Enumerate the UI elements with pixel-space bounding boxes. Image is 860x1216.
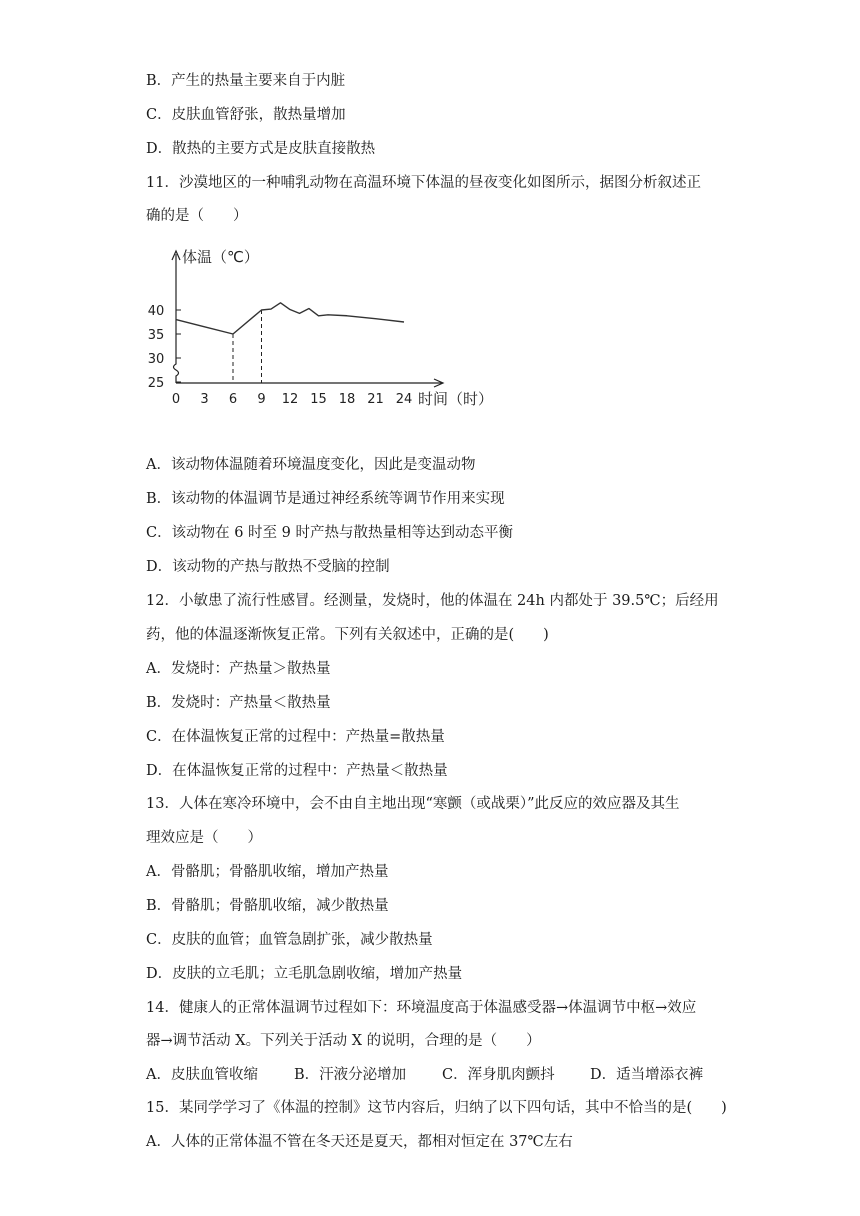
q13-option-a: A．骨骼肌；骨骼肌收缩，增加产热量 bbox=[146, 864, 389, 880]
q14-option-c: C．浑身肌肉颤抖 bbox=[442, 1067, 555, 1083]
q14-option-b: B．汗液分泌增加 bbox=[294, 1067, 407, 1083]
q12-stem-line2: 药，他的体温逐渐恢复正常。下列有关叙述中，正确的是( ) bbox=[146, 627, 549, 643]
q11-option-d: D．该动物的产热与散热不受脑的控制 bbox=[146, 559, 390, 575]
y-tick-label: 35 bbox=[147, 328, 165, 343]
chart-ticks bbox=[148, 304, 413, 407]
x-tick-label: 9 bbox=[257, 392, 266, 407]
q12-option-d: D．在体温恢复正常的过程中：产热量＜散热量 bbox=[146, 763, 448, 779]
x-tick-label: 3 bbox=[200, 392, 209, 407]
x-tick-label: 24 bbox=[395, 392, 413, 407]
q11-option-a: A．该动物体温随着环境温度变化，因此是变温动物 bbox=[146, 457, 476, 473]
y-tick-label: 30 bbox=[147, 352, 165, 367]
q13-option-c: C．皮肤的血管；血管急剧扩张，减少散热量 bbox=[146, 932, 433, 948]
q13-stem-line1: 13．人体在寒冷环境中，会不由自主地出现“寒颤（或战栗）”此反应的效应器及其生 bbox=[146, 796, 680, 812]
q13-option-d: D．皮肤的立毛肌；立毛肌急剧收缩，增加产热量 bbox=[146, 966, 463, 982]
q11-option-b: B．该动物的体温调节是通过神经系统等调节作用来实现 bbox=[146, 491, 505, 507]
chart-axes bbox=[172, 251, 443, 387]
chart-series bbox=[176, 303, 404, 334]
q13-stem-line2: 理效应是（ ） bbox=[146, 830, 262, 846]
q11-stem-line1: 11．沙漠地区的一种哺乳动物在高温环境下体温的昼夜变化如图所示，据图分析叙述正 bbox=[146, 175, 701, 191]
q15-option-a: A．人体的正常体温不管在冬天还是夏天，都相对恒定在 37℃左右 bbox=[146, 1134, 573, 1150]
q10-option-d: D．散热的主要方式是皮肤直接散热 bbox=[146, 141, 376, 157]
y-axis-label: 体温（℃） bbox=[182, 248, 259, 266]
q12-option-c: C．在体温恢复正常的过程中：产热量=散热量 bbox=[146, 729, 445, 745]
q12-option-a: A．发烧时：产热量＞散热量 bbox=[146, 661, 331, 677]
x-tick-label: 0 bbox=[171, 392, 181, 407]
q12-option-b: B．发烧时：产热量＜散热量 bbox=[146, 695, 331, 711]
q14-stem-line1: 14．健康人的正常体温调节过程如下：环境温度高于体温感受器→体温调节中枢→效应 bbox=[146, 1000, 697, 1016]
q11-stem-line2: 确的是（ ） bbox=[146, 208, 248, 224]
q10-option-c: C．皮肤血管舒张，散热量增加 bbox=[146, 107, 346, 123]
x-tick-label: 18 bbox=[338, 392, 356, 407]
q11-option-c: C．该动物在 6 时至 9 时产热与散热量相等达到动态平衡 bbox=[146, 525, 513, 541]
q15-stem-line1: 15．某同学学习了《体温的控制》这节内容后，归纳了以下四句话，其中不恰当的是( ) bbox=[146, 1100, 727, 1116]
q14-option-a: A．皮肤血管收缩 bbox=[146, 1067, 258, 1083]
q13-option-b: B．骨骼肌；骨骼肌收缩，减少散热量 bbox=[146, 898, 389, 914]
x-axis-label: 时间（时） bbox=[418, 390, 494, 408]
x-tick-label: 12 bbox=[281, 392, 299, 407]
temperature-line bbox=[176, 303, 404, 334]
y-tick-label: 40 bbox=[147, 304, 165, 319]
q14-option-d: D．适当增添衣裤 bbox=[590, 1067, 704, 1083]
chart-reference-lines bbox=[233, 310, 262, 383]
x-tick-label: 21 bbox=[367, 392, 384, 407]
y-axis-line bbox=[174, 254, 179, 383]
y-tick-label: 25 bbox=[147, 376, 165, 391]
x-tick-label: 15 bbox=[310, 392, 327, 407]
q14-stem-line2: 器→调节活动 X。下列关于活动 X 的说明，合理的是（ ） bbox=[146, 1033, 541, 1049]
x-tick-label: 6 bbox=[228, 392, 238, 407]
body-temperature-chart bbox=[147, 236, 494, 416]
q10-option-b: B．产生的热量主要来自于内脏 bbox=[146, 73, 346, 89]
q14-options-row bbox=[146, 1065, 703, 1085]
q12-stem-line1: 12．小敏患了流行性感冒。经测量，发烧时，他的体温在 24h 内都处于 39.5℃；后经用 bbox=[146, 593, 719, 609]
